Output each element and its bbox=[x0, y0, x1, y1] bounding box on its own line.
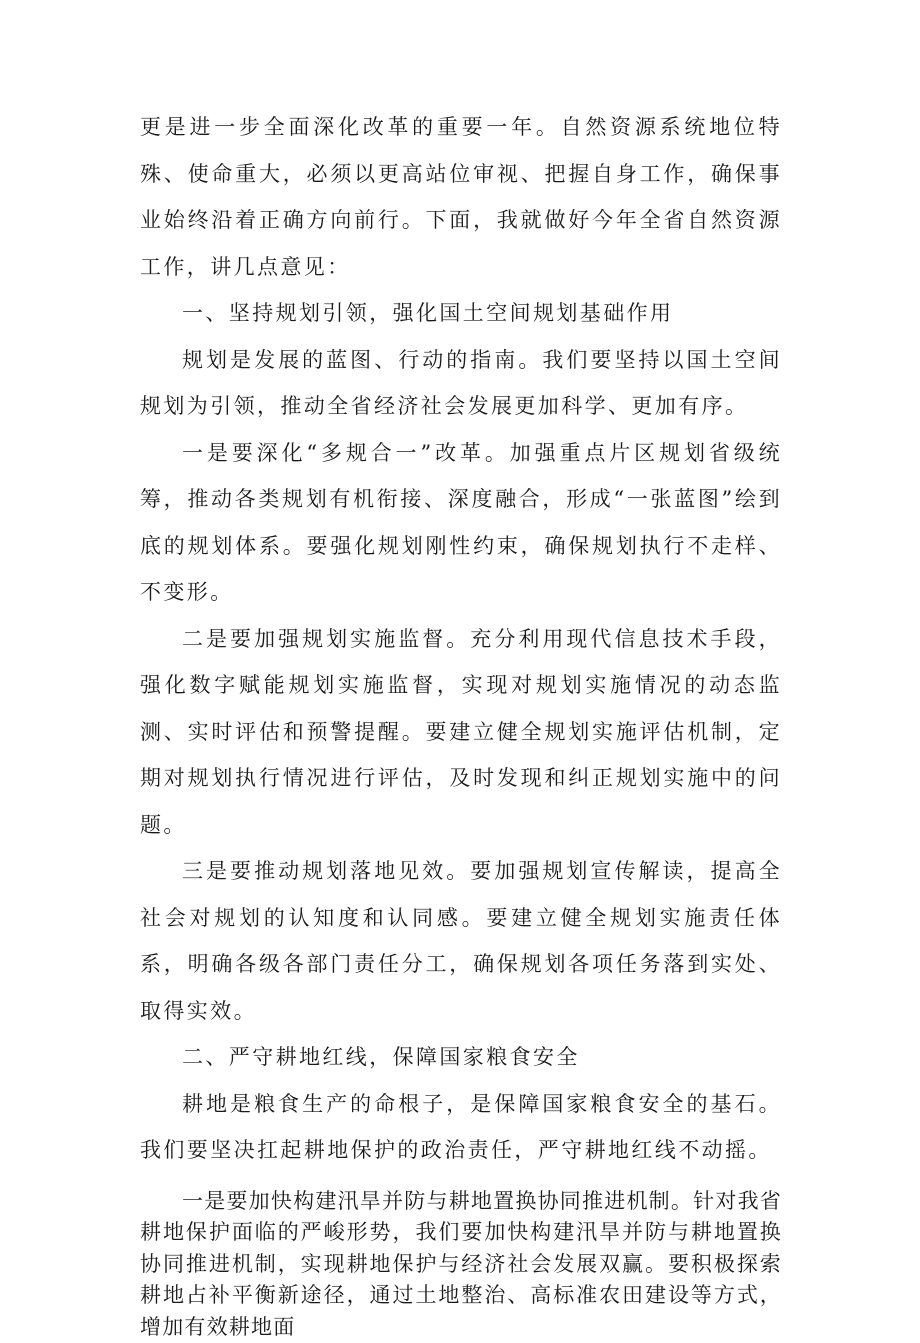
paragraph-section-1-point-1: 一是要深化“多规合一”改革。加强重点片区规划省级统筹，推动各类规划有机衔接、深度融合，形成“一张蓝图”绘到底的规划体系。要强化规划刚性约束，确保规划执行不走样、不变形。 bbox=[140, 430, 782, 616]
paragraph-section-1-point-3: 三是要推动规划落地见效。要加强规划宣传解读，提高全社会对规划的认知度和认同感。要建立健全规划实施责任体系，明确各级各部门责任分工，确保规划各项任务落到实处、取得实效。 bbox=[140, 848, 782, 1034]
document-body bbox=[140, 104, 782, 1343]
paragraph-section-1-intro: 规划是发展的蓝图、行动的指南。我们要坚持以国土空间规划为引领，推动全省经济社会发展更加科学、更加有序。 bbox=[140, 337, 782, 430]
paragraph-section-1-point-2: 二是要加强规划实施监督。充分利用现代信息技术手段，强化数字赋能规划实施监督，实现对规划实施情况的动态监测、实时评估和预警提醒。要建立健全规划实施评估机制，定期对规划执行情况进行评估，及时发现和纠正规划实施中的问题。 bbox=[140, 616, 782, 849]
paragraph-intro-continued: 更是进一步全面深化改革的重要一年。自然资源系统地位特殊、使命重大，必须以更高站位审视、把握自身工作，确保事业始终沿着正确方向前行。下面，我就做好今年全省自然资源工作，讲几点意见： bbox=[140, 104, 782, 290]
paragraph-section-2-point-1: 一是要加快构建汛旱并防与耕地置换协同推进机制。针对我省耕地保护面临的严峻形势，我们要加快构建汛旱并防与耕地置换协同推进机制，实现耕地保护与经济社会发展双赢。要积极探索耕地占补平衡新途径，通过土地整治、高标准农田建设等方式，增加有效耕地面 bbox=[140, 1186, 782, 1343]
paragraph-section-2-intro: 耕地是粮食生产的命根子，是保障国家粮食安全的基石。我们要坚决扛起耕地保护的政治责任，严守耕地红线不动摇。 bbox=[140, 1081, 782, 1174]
section-heading-2: 二、严守耕地红线，保障国家粮食安全 bbox=[140, 1034, 782, 1081]
section-heading-1: 一、坚持规划引领，强化国土空间规划基础作用 bbox=[140, 290, 782, 337]
